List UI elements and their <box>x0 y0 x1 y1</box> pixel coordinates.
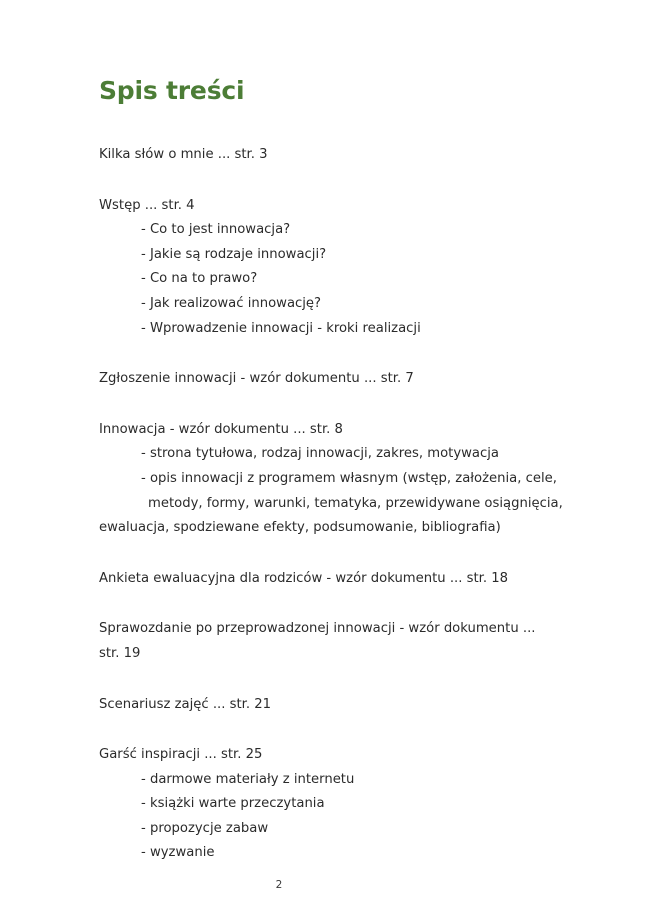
toc-subitem-wrapped-line-2: metody, formy, warunki, tematyka, przewidywane osiągnięcia, <box>148 495 563 511</box>
toc-entry-label: Innowacja - wzór dokumentu ... str. 8 <box>99 421 343 437</box>
toc-subitem: - propozycje zabaw <box>141 820 269 836</box>
toc-subitem: - Co na to prawo? <box>141 271 258 287</box>
toc-entry-kilka-slow-o-mnie[interactable] <box>0 143 662 168</box>
toc-entry-innowacja-wzor-dokumentu[interactable] <box>0 418 662 541</box>
toc-entry-wstep[interactable] <box>0 194 662 342</box>
toc-subitem: - książki warte przeczytania <box>141 796 325 812</box>
toc-entry-label-line-1: Sprawozdanie po przeprowadzonej innowacji - wzór dokumentu ... <box>99 621 536 637</box>
toc-entry-label: Zgłoszenie innowacji - wzór dokumentu ... str. 7 <box>99 371 414 387</box>
toc-entry-garsc-inspiracji[interactable] <box>0 743 662 866</box>
toc-entry-scenariusz-zajec[interactable] <box>0 693 662 718</box>
toc-subitem: - wyzwanie <box>141 845 215 861</box>
toc-subitem: - Wprowadzenie innowacji - kroki realizacji <box>141 320 421 336</box>
toc-subitem: - strona tytułowa, rodzaj innowacji, zakres, motywacja <box>141 446 499 462</box>
toc-subitem: - Jak realizować innowację? <box>141 295 322 311</box>
toc-entry-label: Kilka słów o mnie ... str. 3 <box>99 147 268 162</box>
toc-subitem-wrapped-line-1: - opis innowacji z programem własnym (wstęp, założenia, cele, <box>141 470 557 486</box>
toc-entry-label: Garść inspiracji ... str. 25 <box>99 747 263 763</box>
toc-entry-label: Wstęp ... str. 4 <box>99 197 195 213</box>
toc-subitem: - darmowe materiały z internetu <box>141 771 355 787</box>
toc-subitem-wrapped-line-3: ewaluacja, spodziewane efekty, podsumowanie, bibliografia) <box>99 520 501 536</box>
toc-entry-ankieta-ewaluacyjna[interactable] <box>0 567 662 592</box>
toc-entry-sprawozdanie[interactable] <box>0 617 662 666</box>
toc-entry-label: Scenariusz zajęć ... str. 21 <box>99 696 272 712</box>
table-of-contents <box>0 143 662 892</box>
toc-entry-label: Ankieta ewaluacyjna dla rodziców - wzór dokumentu ... str. 18 <box>99 570 509 586</box>
page-title: Spis treści <box>99 76 245 105</box>
page-number: 2 <box>275 879 283 891</box>
toc-subitem: - Co to jest innowacja? <box>141 222 291 238</box>
toc-entry-zgloszenie-innowacji[interactable] <box>0 367 662 392</box>
toc-subitem: - Jakie są rodzaje innowacji? <box>141 246 327 262</box>
toc-entry-label-line-2: str. 19 <box>99 645 141 661</box>
